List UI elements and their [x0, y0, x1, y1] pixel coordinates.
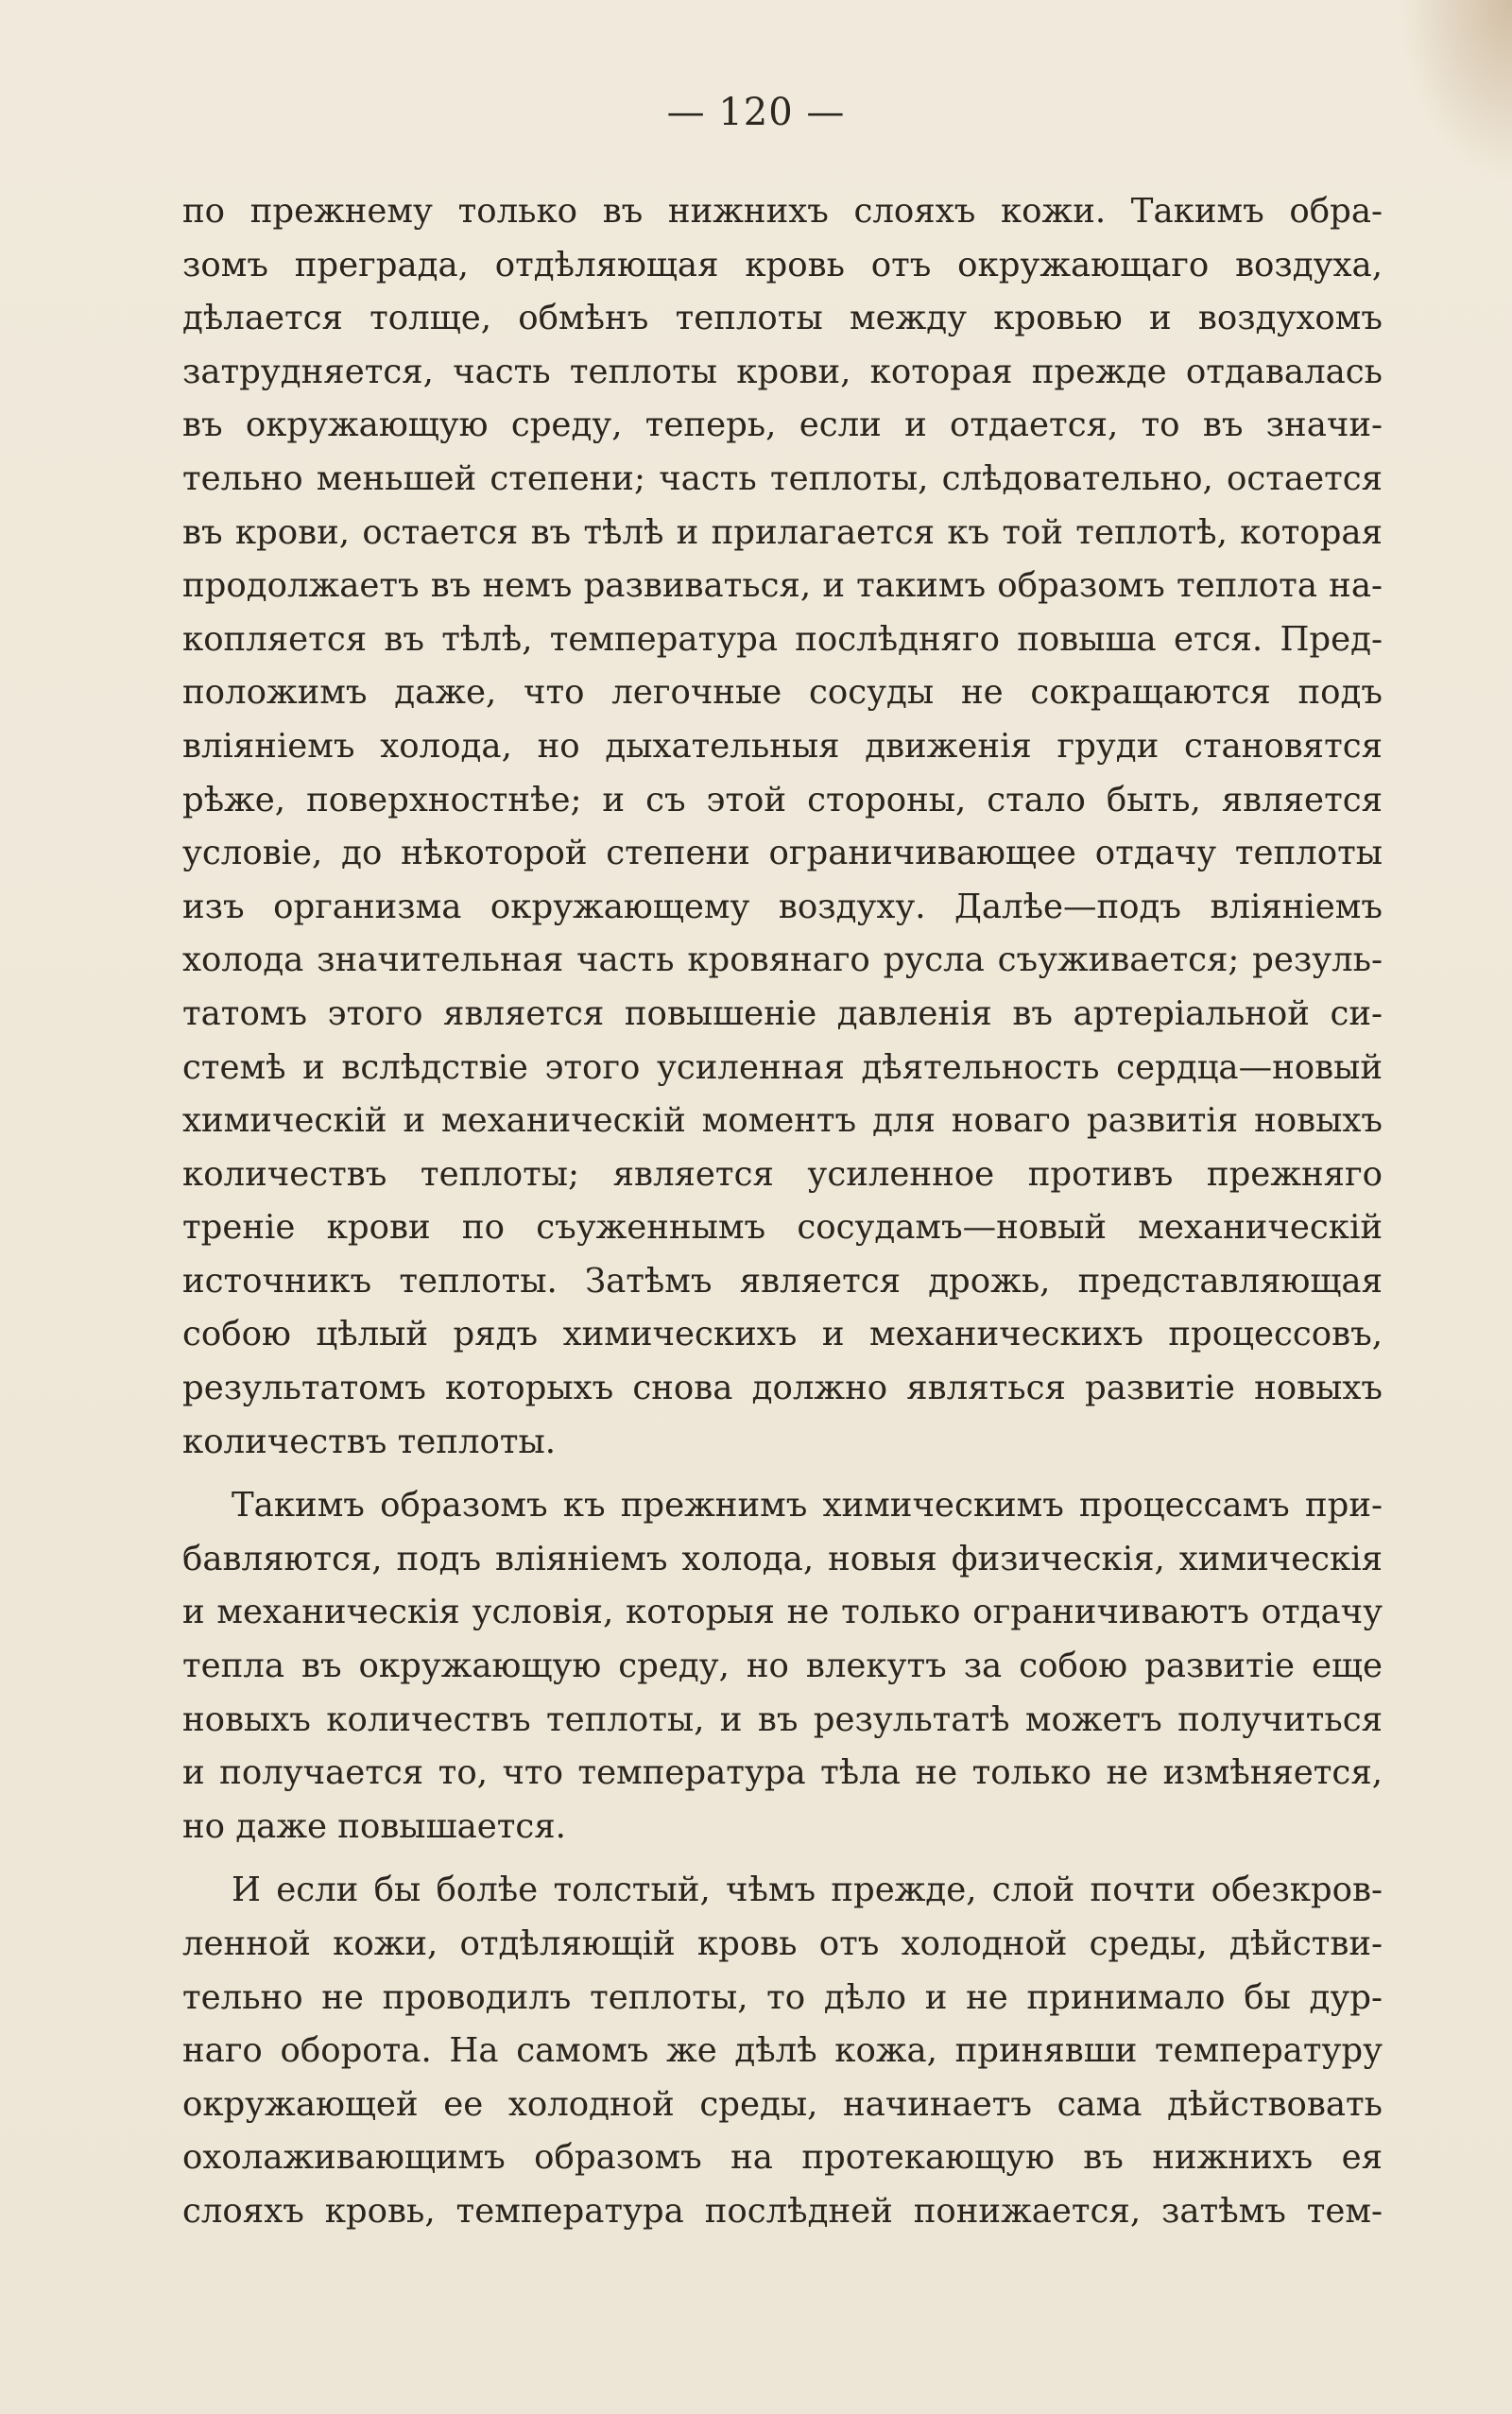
text-line: химическій и механическій моментъ для новаго развитія новыхъ [182, 1101, 1383, 1141]
body-text [182, 185, 1383, 2239]
text-line: татомъ этого является повышеніе давленія въ артеріальной си- [182, 993, 1383, 1033]
paragraph-3 [182, 1864, 1383, 2238]
text-line: изъ организма окружающему воздуху. Далѣе—подъ вліяніемъ [182, 887, 1383, 926]
text-line: бавляются, подъ вліяніемъ холода, новыя физическія, химическія [182, 1539, 1383, 1578]
text-line: ленной кожи, отдѣляющій кровь отъ холодной среды, дѣйстви- [182, 1924, 1383, 1963]
text-line: окружающей ее холодной среды, начинаетъ сама дѣйствовать [182, 2084, 1383, 2124]
text-line: треніе крови по съуженнымъ сосудамъ—новый механическій [182, 1208, 1383, 1248]
text-line: количествъ теплоты; является усиленное противъ прежняго [182, 1154, 1383, 1194]
text-line: собою цѣлый рядъ химическихъ и механическихъ процессовъ, [182, 1315, 1383, 1354]
text-line: новыхъ количествъ теплоты, и въ результатѣ можетъ получиться [182, 1699, 1383, 1739]
text-line: въ окружающую среду, теперь, если и отдается, то въ значи- [182, 405, 1383, 445]
text-line: затрудняется, часть теплоты крови, которая прежде отдавалась [182, 352, 1383, 391]
text-line: результатомъ которыхъ снова должно являться развитіе новыхъ [182, 1369, 1383, 1408]
text-line: наго оборота. На самомъ же дѣлѣ кожа, принявши температуру [182, 2031, 1383, 2071]
text-line: дѣлается толще, обмѣнъ теплоты между кровью и воздухомъ [182, 299, 1383, 338]
text-line: стемѣ и вслѣдствіе этого усиленная дѣятельность сердца—новый [182, 1047, 1383, 1087]
text-line: но даже повышается. [182, 1806, 566, 1846]
text-line: тельно не проводилъ теплоты, то дѣло и не принимало бы дур- [182, 1977, 1383, 2017]
text-line: тепла въ окружающую среду, но влекутъ за собою развитіе еще [182, 1647, 1383, 1686]
text-line: вліяніемъ холода, но дыхательныя движенія груди становятся [182, 726, 1383, 766]
text-line: рѣже, поверхностнѣе; и съ этой стороны, стало быть, является [182, 780, 1383, 819]
text-line: И если бы болѣе толстый, чѣмъ прежде, слой почти обезкров- [232, 1871, 1383, 1910]
paragraph-1 [182, 185, 1383, 1469]
text-line: и механическія условія, которыя не только ограничиваютъ отдачу [182, 1593, 1383, 1632]
text-line: по прежнему только въ нижнихъ слояхъ кожи. Такимъ обра- [182, 192, 1383, 231]
text-line: продолжаетъ въ немъ развиваться, и такимъ образомъ теплота на- [182, 566, 1383, 606]
text-line: и получается то, что температура тѣла не только не измѣняется, [182, 1753, 1383, 1793]
text-line: копляется въ тѣлѣ, температура послѣдняго повыша ется. Пред- [182, 619, 1383, 659]
text-line: холода значительная часть кровянаго русла съуживается; резуль- [182, 940, 1383, 980]
text-line: положимъ даже, что легочные сосуды не сокращаются подъ [182, 673, 1383, 713]
text-line: охолаживающимъ образомъ на протекающую въ нижнихъ ея [182, 2138, 1383, 2178]
text-line: слояхъ кровь, температура послѣдней понижается, затѣмъ тем- [182, 2191, 1383, 2231]
text-line: въ крови, остается въ тѣлѣ и прилагается къ той теплотѣ, которая [182, 512, 1383, 552]
text-line: тельно меньшей степени; часть теплоты, слѣдовательно, остается [182, 458, 1383, 498]
text-line: условіе, до нѣкоторой степени ограничивающее отдачу теплоты [182, 834, 1383, 873]
text-line: источникъ теплоты. Затѣмъ является дрожь, представляющая [182, 1261, 1383, 1301]
text-line: зомъ преграда, отдѣляющая кровь отъ окружающаго воздуха, [182, 245, 1383, 285]
text-line: количествъ теплоты. [182, 1422, 557, 1461]
text-line: Такимъ образомъ къ прежнимъ химическимъ процессамъ при- [232, 1486, 1383, 1526]
page-number: — 120 — [666, 91, 846, 134]
paragraph-2 [182, 1479, 1383, 1854]
